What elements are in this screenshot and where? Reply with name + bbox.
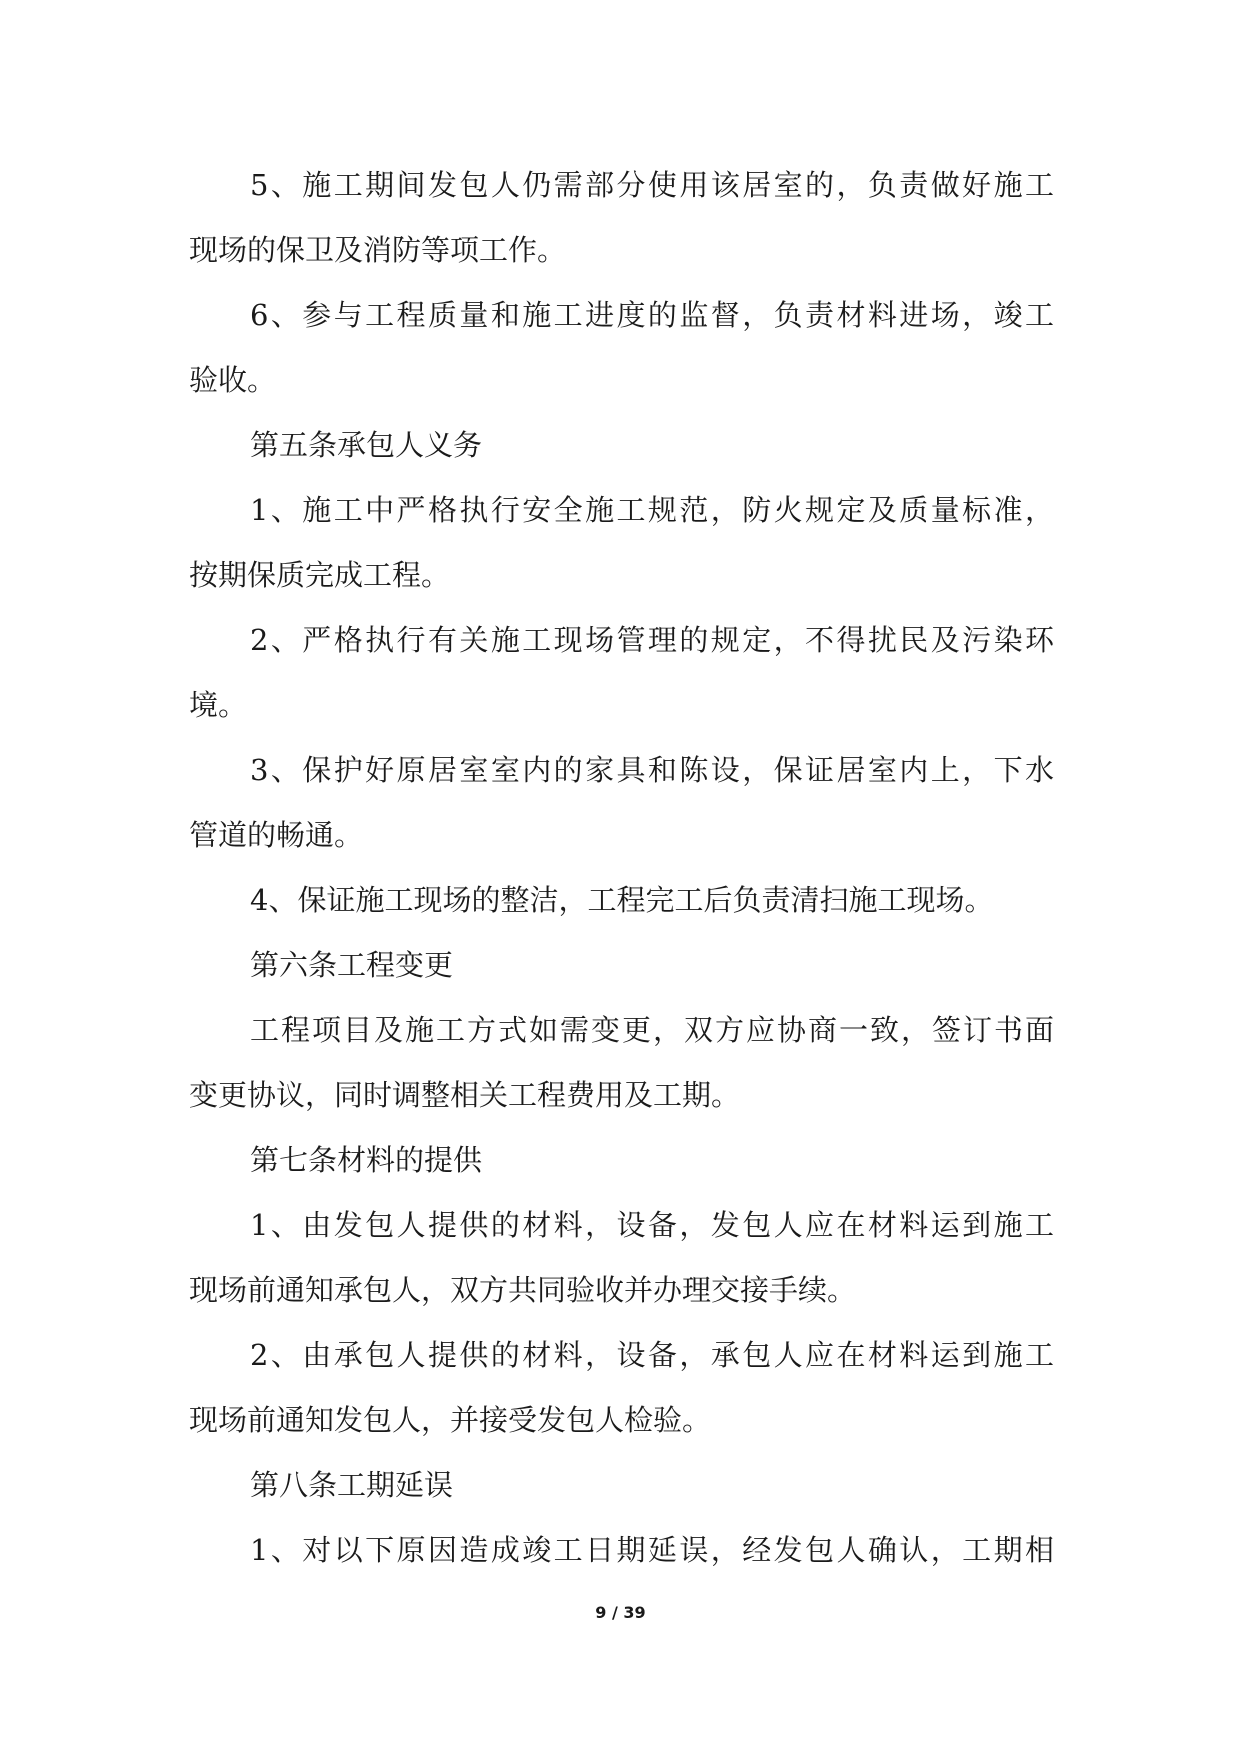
paragraph-line: 现场的保卫及消防等项工作。 — [189, 233, 567, 267]
paragraph-line: 4、保证施工现场的整洁，工程完工后负责清扫施工现场。 — [250, 883, 994, 917]
section-heading: 第八条工期延误 — [250, 1468, 454, 1502]
page-number: 9 / 39 — [595, 1603, 646, 1622]
paragraph-line: 验收。 — [189, 363, 277, 397]
paragraph-line: 现场前通知承包人，双方共同验收并办理交接手续。 — [189, 1273, 857, 1307]
paragraph-line: 1、施工中严格执行安全施工规范，防火规定及质量标准， — [250, 493, 1054, 527]
paragraph-line: 工程项目及施工方式如需变更，双方应协商一致，签订书面 — [250, 1013, 1054, 1047]
paragraph-line: 3、保护好原居室室内的家具和陈设，保证居室内上，下水 — [250, 753, 1054, 787]
paragraph-line: 变更协议，同时调整相关工程费用及工期。 — [189, 1078, 741, 1112]
paragraph-line: 2、由承包人提供的材料，设备，承包人应在材料运到施工 — [250, 1338, 1054, 1372]
section-heading: 第六条工程变更 — [250, 948, 454, 982]
paragraph-line: 2、严格执行有关施工现场管理的规定，不得扰民及污染环 — [250, 623, 1054, 657]
paragraph-line: 境。 — [189, 688, 248, 722]
paragraph-line: 1、对以下原因造成竣工日期延误，经发包人确认，工期相 — [250, 1533, 1054, 1567]
paragraph-line: 1、由发包人提供的材料，设备，发包人应在材料运到施工 — [250, 1208, 1054, 1242]
paragraph-line: 5、施工期间发包人仍需部分使用该居室的，负责做好施工 — [250, 168, 1054, 202]
section-heading: 第七条材料的提供 — [250, 1143, 483, 1177]
section-heading: 第五条承包人义务 — [250, 428, 483, 462]
paragraph-line: 6、参与工程质量和施工进度的监督，负责材料进场，竣工 — [250, 298, 1054, 332]
paragraph-line: 现场前通知发包人，并接受发包人检验。 — [189, 1403, 712, 1437]
paragraph-line: 管道的畅通。 — [189, 818, 364, 852]
paragraph-line: 按期保质完成工程。 — [189, 558, 451, 592]
